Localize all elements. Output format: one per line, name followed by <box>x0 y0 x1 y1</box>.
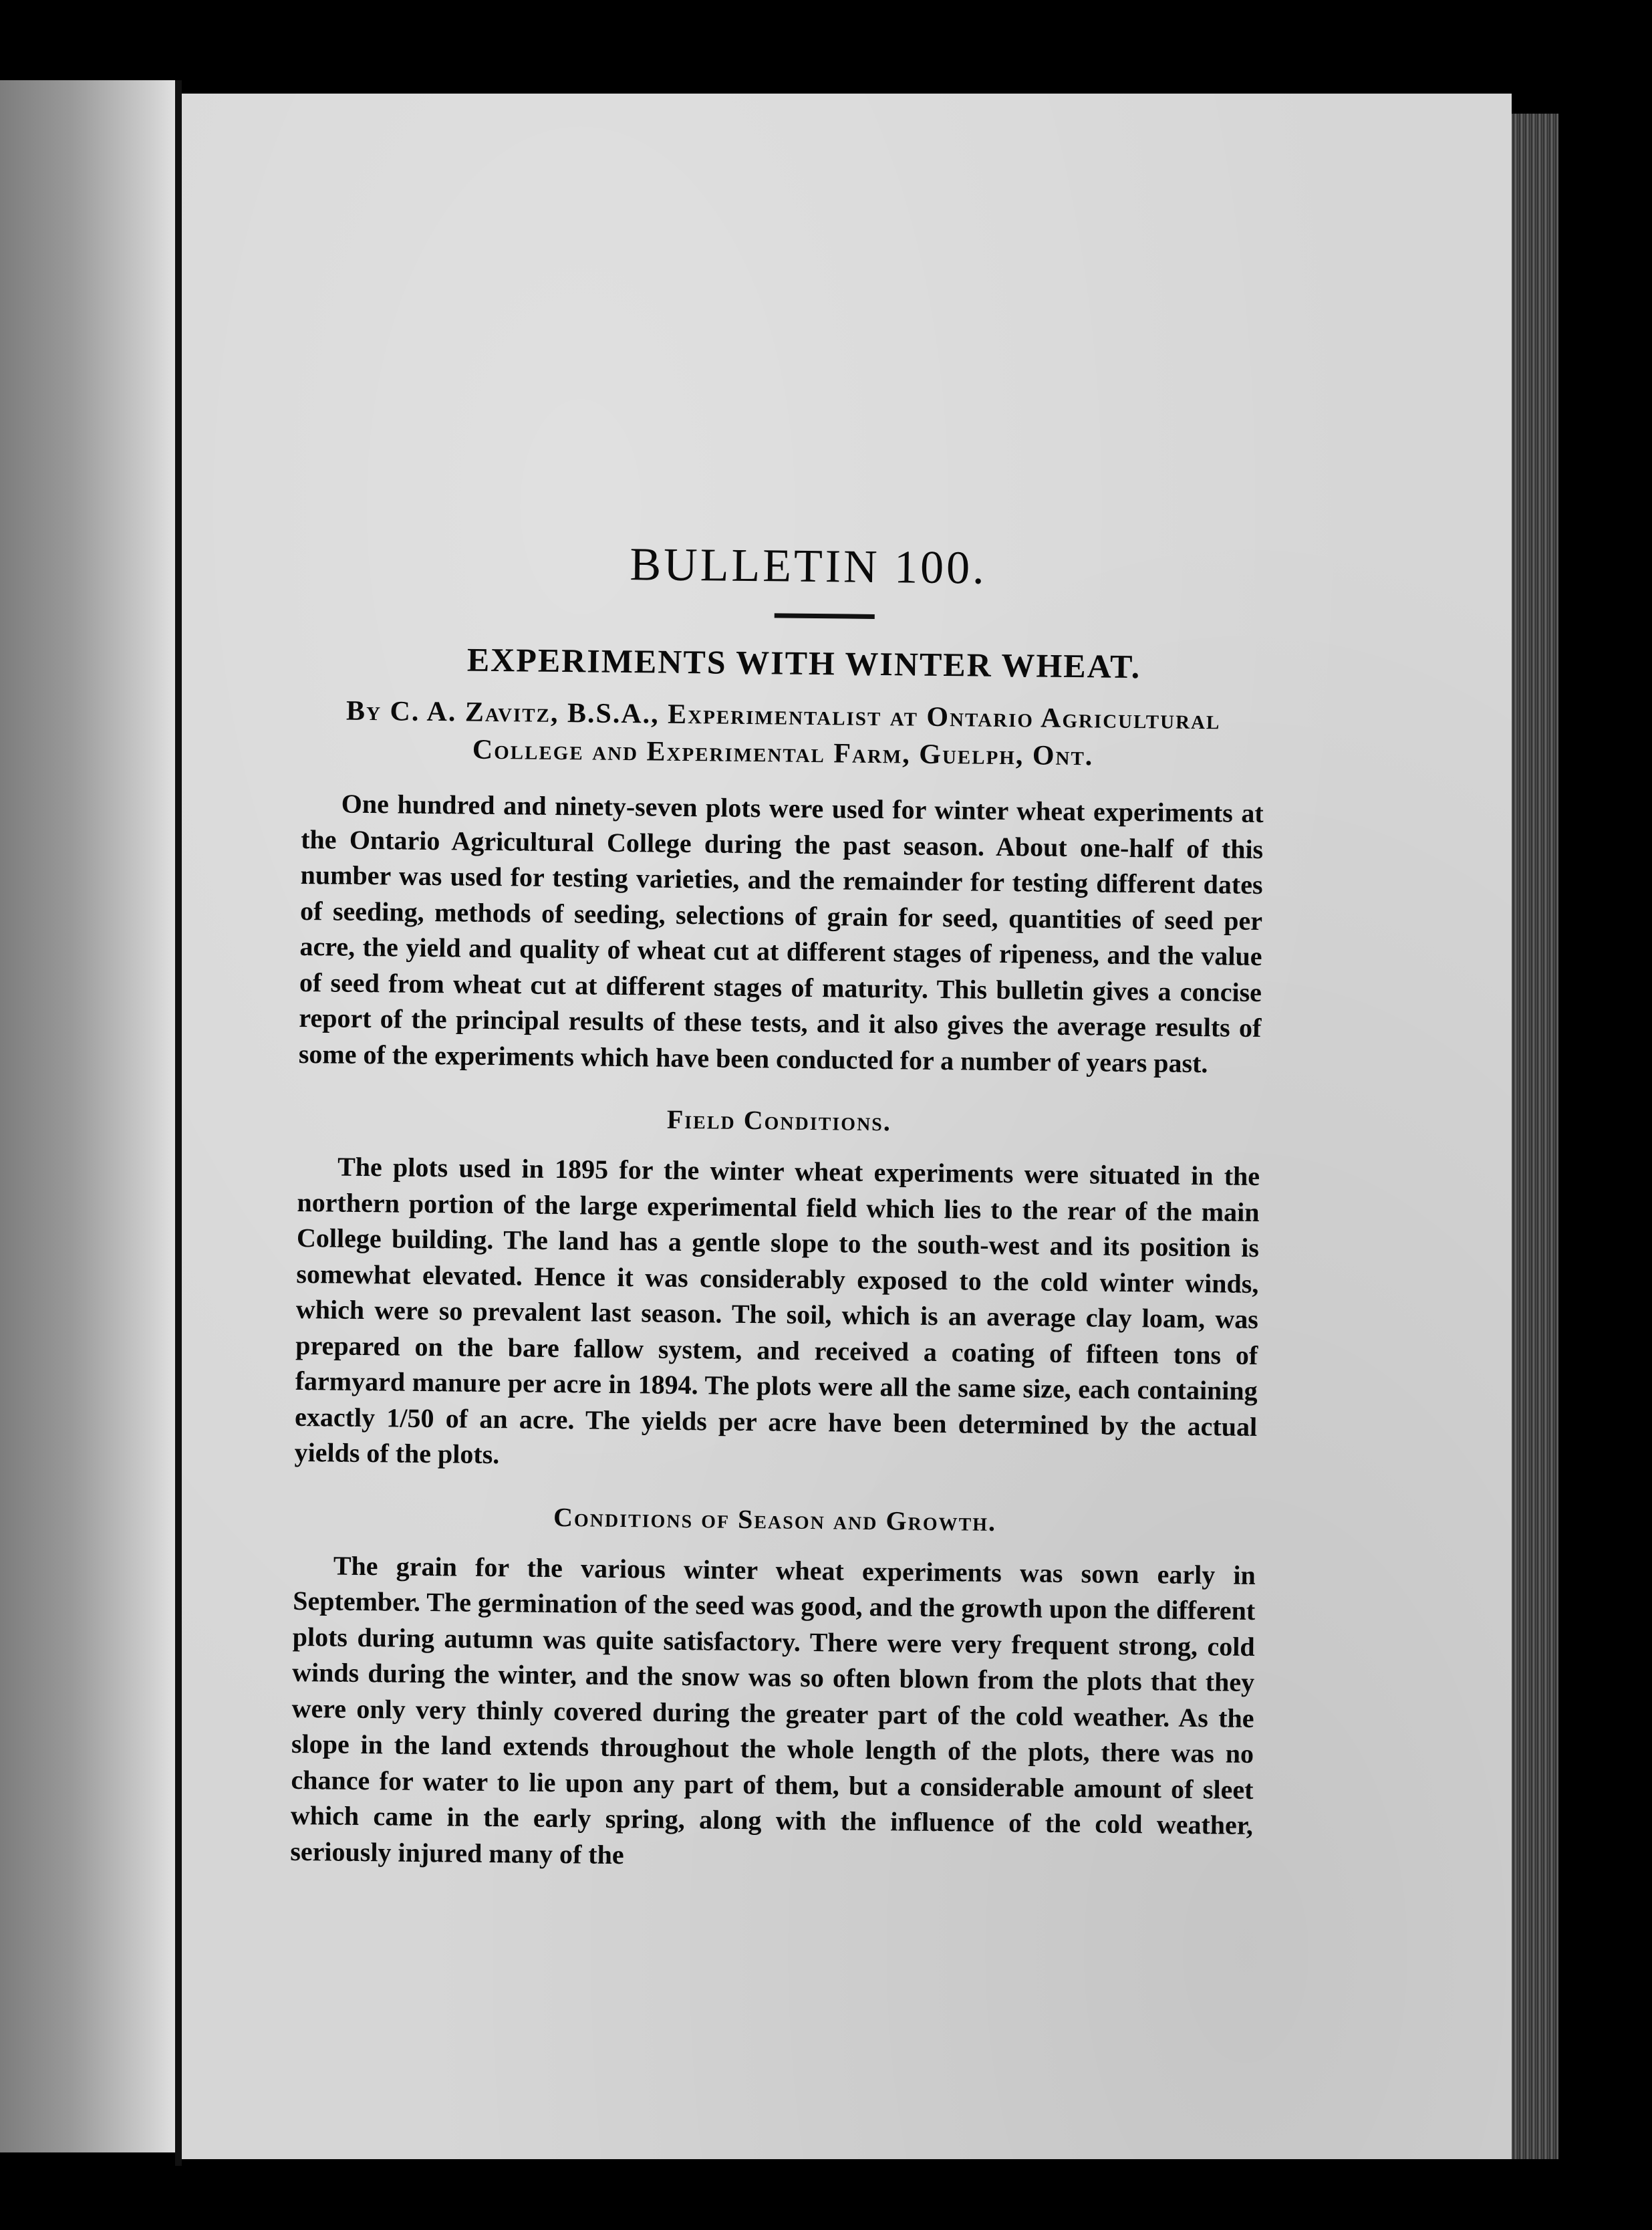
page-text-block <box>290 535 1266 1879</box>
bulletin-title: BULLETIN 100. <box>630 539 987 594</box>
article-title: EXPERIMENTS WITH WINTER WHEAT. <box>466 640 1141 686</box>
page-edges <box>1512 114 1558 2159</box>
book-gutter <box>175 80 182 2166</box>
section-heading-field-conditions: Field Conditions. <box>666 1104 892 1137</box>
season-growth-paragraph: The grain for the various winter wheat experiments was sown early in September. The germination of the seed was good, and the growth upon the different plots during autumn was quite satisfactory. There were very frequent strong, cold winds during the winter, and the snow was so often blown from the plots that they were only very thinly covered during the greater part of the cold weather. As the slope in the land extends throughout the whole length of the plots, there was no chance for water to lie upon any part of them, but a considerable amount of sleet which came in the early spring, along with the influence of the cold weather, seriously injured many of the <box>290 1550 1256 1870</box>
intro-paragraph: One hundred and ninety-seven plots were used for winter wheat experiments at the Ontario Agricultural College during the past season. About one-half of this number was used for testing varieties, and the remainder for testing different dates of seeding, methods of seeding, selections of grain for seed, quantities of seed per acre, the yield and quality of wheat cut at different stages of ripeness, and the value of seed from wheat cut at different stages of maturity. This bulletin gives a concise report of the principal results of these tests, and it also gives the average results of some of the experiments which have been conducted for a number of years past. <box>298 788 1264 1078</box>
title-rule <box>775 613 875 619</box>
field-conditions-paragraph: The plots used in 1895 for the winter wheat experiments were situated in the northern portion of the large experimental field which lies to the rear of the main College building. The land has a gentle slope to the south-west and its position is somewhat elevated. Hence it was considerably exposed to the cold winter winds, which were so prevalent last season. The soil, which is an average clay loam, was prepared on the bare fallow system, and received a coating of fifteen tons of farmyard manure per acre in 1894. The plots were all the same size, each containing exactly 1/50 of an acre. The yields per acre have been determined by the actual yields of the plots. <box>294 1151 1260 1470</box>
section-heading-season-growth: Conditions of Season and Growth. <box>553 1501 997 1537</box>
left-page-edge <box>0 80 180 2152</box>
author-byline: By C. A. Zavitz, B.S.A., Experimentalist at Ontario Agricultural College and Experimental Farm, Guelph, Ont. <box>346 695 1221 772</box>
